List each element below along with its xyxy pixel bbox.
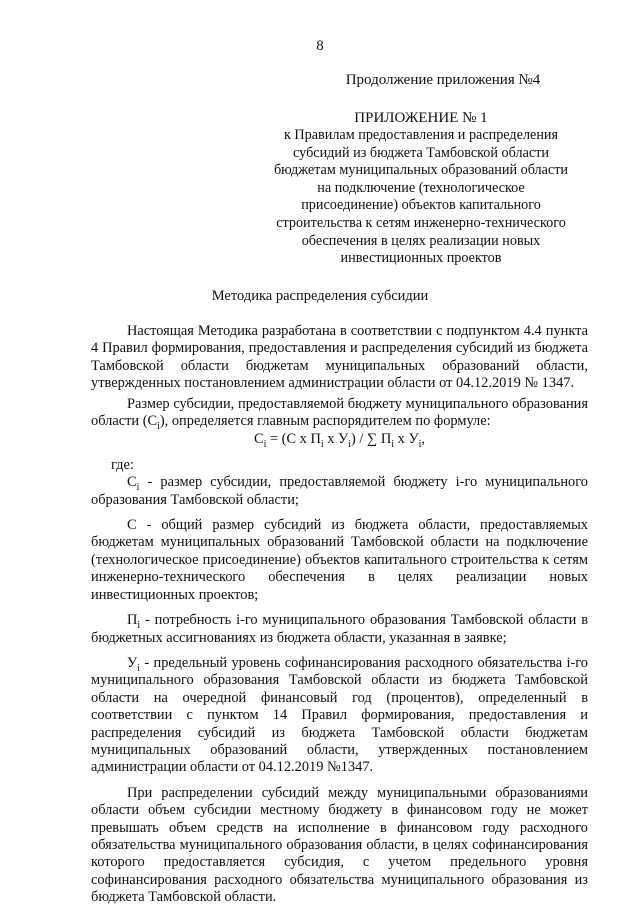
subsidy-size-text-end: ), определяется главным распорядителем по формуле: bbox=[159, 413, 491, 430]
symbol-subscript: i bbox=[137, 619, 141, 631]
symbol-subscript: i bbox=[136, 482, 140, 494]
formula-part: , bbox=[421, 431, 426, 448]
symbol: У bbox=[127, 654, 138, 671]
appendix-header bbox=[262, 109, 580, 268]
formula-part: ) / ∑ П bbox=[351, 431, 392, 448]
formula-part: х У bbox=[323, 431, 349, 448]
appendix-line: строительства к сетям инженерно-технического bbox=[276, 214, 566, 231]
definition-text: - потребность i-го муниципального образования Тамбовской области в бюджетных ассигнованиях из бюджета области, указанная в заявке; bbox=[91, 612, 588, 646]
definition-ci bbox=[91, 474, 588, 509]
formula bbox=[91, 431, 588, 451]
definition-yi bbox=[91, 655, 588, 777]
formula-subscript: i bbox=[418, 439, 422, 451]
formula-part: С bbox=[253, 431, 264, 448]
symbol: П bbox=[127, 612, 138, 629]
document-body bbox=[91, 323, 588, 907]
appendix-line: бюджетам муниципальных образований области bbox=[273, 162, 569, 179]
appendix-line: присоединение) объектов капитального bbox=[301, 197, 541, 214]
symbol: С bbox=[127, 474, 137, 491]
formula-subscript: i bbox=[320, 439, 324, 451]
appendix-line: на подключение (технологическое bbox=[317, 179, 525, 196]
formula-subscript: i bbox=[391, 439, 395, 451]
formula-subscript: i bbox=[348, 439, 352, 451]
appendix-line: инвестиционных проектов bbox=[340, 250, 502, 267]
subsidy-size-paragraph bbox=[91, 396, 588, 431]
appendix-line: к Правилам предоставления и распределения bbox=[283, 127, 559, 143]
page-number: 8 bbox=[316, 38, 324, 54]
distribution-paragraph: При распределении субсидий между муниципальными образованиями области объем субсидии местному бюджету в финансовом году не может превышать объем средств на исполнение в финансовом году расходного обязательства муниципального образования области, в целях софинансирования которого предоставляется субсидия, с учетом предельного уровня софинансирования расходного обязательства муниципального образования из бюджета Тамбовской области. bbox=[91, 784, 588, 906]
method-title: Методика распределения субсидии bbox=[211, 288, 429, 304]
definition-pi bbox=[91, 612, 588, 647]
definition-text: - предельный уровень софинансирования расходного обязательства i-го муниципального образования Тамбовской области из бюджета Тамбовской области на очередной финансовый год (процентов), определенный в соответствии с пунктом 14 Правил формирования, предоставления и распределения субсидий из бюджета Тамбовской области бюджетам муниципальных образований области, утвержденных постановлением администрации области от 04.12.2019 №1347. bbox=[91, 654, 588, 776]
continuation-label: Продолжение приложения №4 bbox=[345, 72, 541, 88]
symbol-subscript: i bbox=[137, 662, 140, 674]
index-subscript: i bbox=[157, 420, 160, 432]
appendix-title: ПРИЛОЖЕНИЕ № 1 bbox=[354, 110, 488, 126]
subsidy-size-text: Размер субсидии, предоставляемой бюджету муниципального образования области (С bbox=[91, 395, 588, 430]
where-label: где: bbox=[111, 456, 134, 473]
formula-part: х У bbox=[394, 431, 419, 448]
appendix-line: субсидий из бюджета Тамбовской области bbox=[293, 144, 549, 161]
intro-paragraph: Настоящая Методика разработана в соответствии с подпунктом 4.4 пункта 4 Правил формирования, предоставления и распределения субсидий из бюджета Тамбовской области бюджетам муниципальных образований области, утвержденных постановлением администрации области от 04.12.2019 № 1347. bbox=[91, 323, 588, 392]
definition-text: - размер субсидии, предоставляемой бюджету i-го муниципального образования Тамбовской области; bbox=[91, 474, 588, 508]
formula-subscript: i bbox=[263, 439, 267, 451]
definition-c: С - общий размер субсидий из бюджета области, предоставляемых бюджетам муниципальных образований Тамбовской области на подключение (технологическое присоединение) объектов капитального строительства к сетям инженерно-технического обеспечения в целях реализации новых инвестиционных проектов; bbox=[91, 517, 588, 603]
formula-part: = (С х П bbox=[266, 431, 321, 448]
appendix-line: обеспечения в целях реализации новых bbox=[301, 232, 541, 249]
